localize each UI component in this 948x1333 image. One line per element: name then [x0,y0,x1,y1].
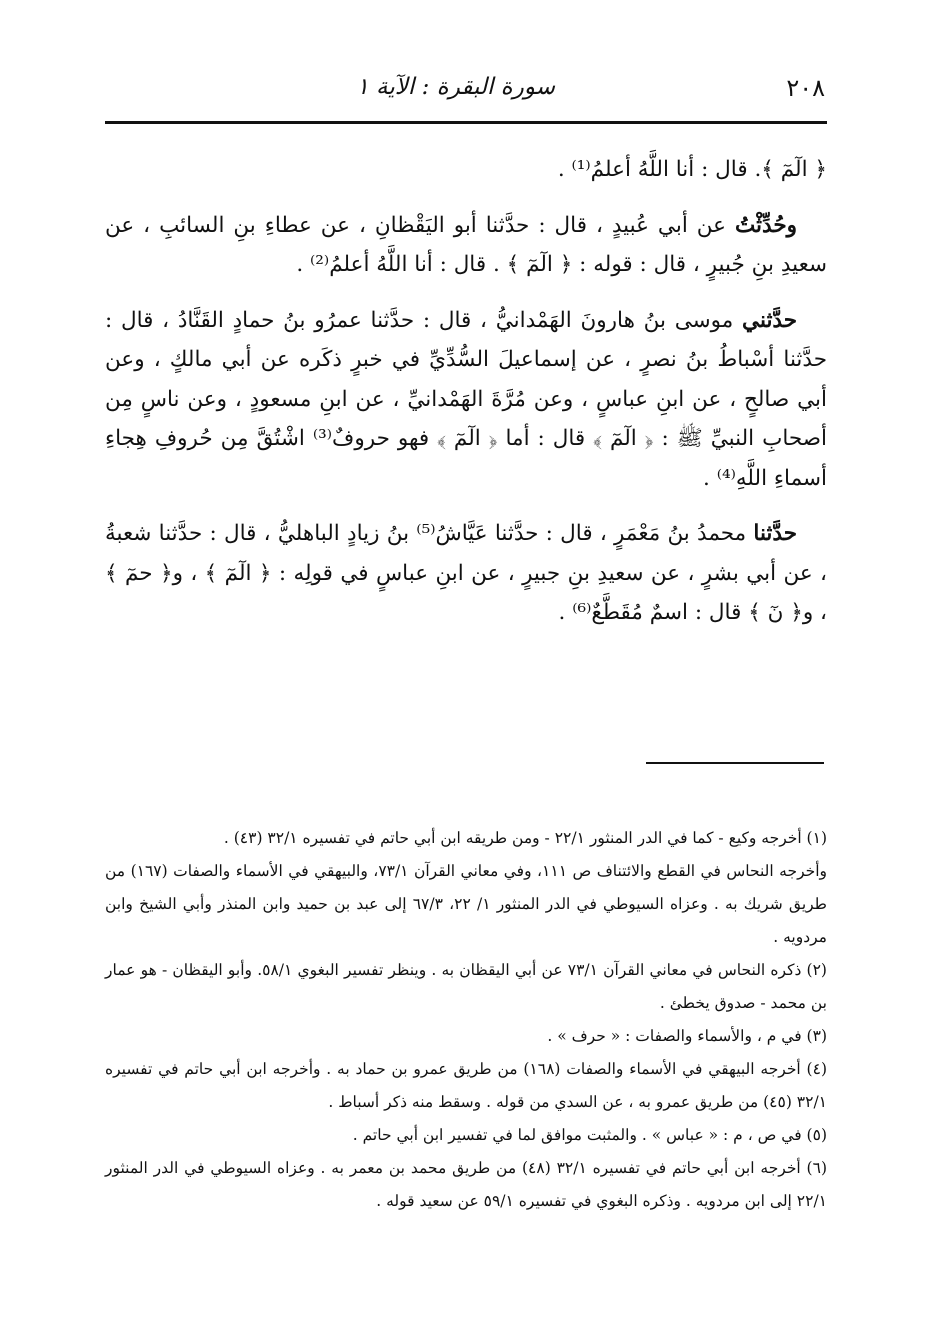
page-header [105,66,825,120]
footnote-1: (١) أخرجه وكيع - كما في الدر المنثور ٢٢/١ - ومن طريقه ابن أبي حاتم في تفسيره ٣٢/١ (٤٣) . [223,829,827,847]
page-number: ٢٠٨ [786,74,825,102]
paragraph-4 [105,514,827,633]
footnote-1-continued: وأخرجه النحاس في القطع والائتناف ص ١١١، وفي معاني القرآن ٧٣/١، والبيهقي في الأسماء والصفات (١٦٧) من طريق شريك به . وعزاه السيوطي في الدر المنثور ١/ ٢٢، ٦٧/٣ إلى عبد بن حميد وابن المنذر وأبي الشيخ وابن مردويه . [105,862,828,946]
running-title: سورة البقرة : الآية ١ [356,74,555,100]
footnote-2: (٢) ذكره النحاس في معاني القرآن ٧٣/١ عن أبي اليقظان به . وينظر تفسير البغوي ٥٨/١. وأبو اليقظان - هو عمار بن محمد - صدوق يخطئ . [105,961,827,1012]
header-rule [105,121,827,124]
paragraph-1: ﴿ الٓمٓ ﴾. قال : أنا اللَّهُ أعلمُ⁽¹⁾ . [557,157,827,182]
main-text [105,150,827,649]
paragraph-3-lead: حدَّثني [742,307,797,333]
paragraph-3 [105,301,827,499]
paragraph-2 [105,206,827,285]
paragraph-4-text: محمدُ بنُ مَعْمَرٍ ، قال : حدَّثنا عَيَّاشُ⁽⁵⁾ بنُ زيادٍ الباهليُّ ، قال : حدَّثنا شعبةُ ، عن أبي بشرٍ ، عن سعيدِ بنِ جبيرٍ ، عن ابنِ عباسٍ في قولِه : ﴿ الٓمٓ ﴾ ، و﴿ حمٓ ﴾ ، و﴿ نٓ ﴾ قال : اسمٌ مُقَطَّعٌ⁽⁶⁾ . [105,521,827,625]
footnotes [105,822,827,1218]
footnote-5: (٥) في ص ، م : « عباس » . والمثبت موافق لما في تفسير ابن أبي حاتم . [352,1126,827,1144]
paragraph-4-lead: حدَّثنا [753,521,797,546]
paragraph-2-lead: وحُدِّثْتُ [734,212,797,238]
footnote-6: (٦) أخرجه ابن أبي حاتم في تفسيره ٣٢/١ (٤٨) من طريق محمد بن معمر به . وعزاه السيوطي في الدر المنثور ٢٢/١ إلى ابن مردويه . وذكره البغوي في تفسيره ٥٩/١ عن سعيد قوله . [105,1159,827,1210]
paragraph-3-text: موسى بنُ هارونَ الهَمْدانيُّ ، قال : حدَّثنا عمرُو بنُ حمادٍ القَنَّادُ ، قال : حدَّثنا أسْباطُ بنُ نصرٍ ، عن إسماعيلَ السُّدِّيِّ في خبرٍ ذكَره عن أبي مالكٍ ، وعن أبي صالحٍ ، عن ابنِ عباسٍ ، وعن مُرَّةَ الهَمْدانيِّ ، عن ابنِ مسعودٍ ، وعن ناسٍ مِن أصحابِ النبيِّ ﷺ : ﴿ الٓمٓ ﴾ قال : أما ﴿ الٓمٓ ﴾ فهو حروفٌ⁽³⁾ اشْتُقَّ مِن حُروفِ هِجاءِ أسماءِ اللَّهِ⁽⁴⁾ . [105,307,827,491]
footnote-separator [646,762,824,764]
footnote-4: (٤) أخرجه البيهقي في الأسماء والصفات (١٦٨) من طريق عمرو بن حماد به . وأخرجه ابن أبي حاتم في تفسيره ٣٢/١ (٤٥) من طريق عمرو به ، عن السدي من قوله . وسقط منه ذكر أسباط . [105,1060,827,1111]
footnote-3: (٣) في م ، والأسماء والصفات : « حرف » . [547,1027,827,1045]
paragraph-2-text: عن أبي عُبيدٍ ، قال : حدَّثنا أبو اليَقْظانِ ، عن عطاءِ بنِ السائبِ ، عن سعيدِ بنِ جُبيرٍ ، قال : قوله : ﴿ الٓمٓ ﴾ . قال : أنا اللَّهُ أعلمُ⁽²⁾ . [105,212,827,277]
